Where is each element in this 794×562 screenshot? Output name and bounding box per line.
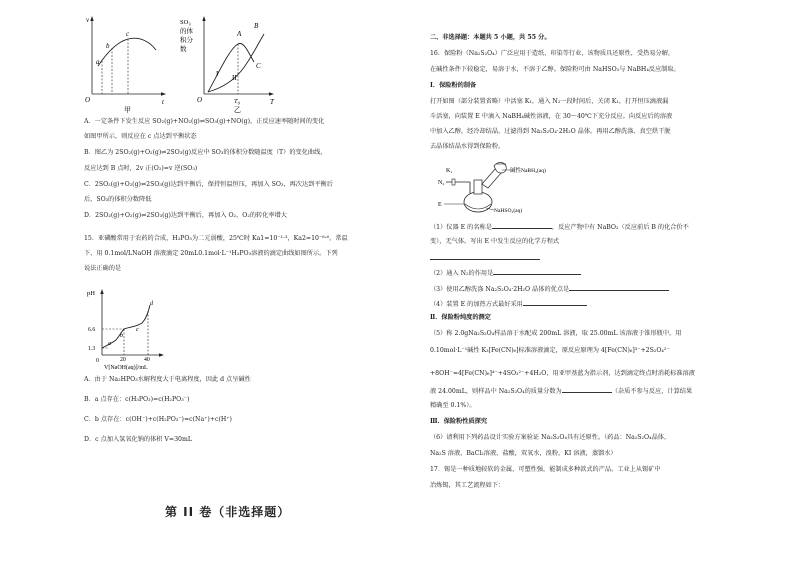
caption-yi: 乙 [234,106,241,114]
q16-intro-line2: 在碱性条件下较稳定，易溶于水，不溶于乙醇。保险粉可由 NaHSO₃与 NaBH₄反应制取。 [430,66,680,73]
q15-stem-line3: 说法正确的是 [84,265,122,272]
q14-option-a-line1: A．一定条件下发生反应 SO₂(g)+NO₂(g)⇌SO₃(g)+NO(g)，正反应速率随时间的变化 [84,118,325,125]
x-arrow [269,92,274,95]
q15-stem-line2: 下，用 0.1mol/LNaOH 溶液滴定 20mL0.1mol·L⁻¹H₃PO₃溶液的滴定曲线如图所示。下列 [84,250,338,257]
y-arrow [100,289,103,294]
q16-sub2 [430,268,581,278]
q14-option-c-line2: 后，SO₃的体积分数降低 [84,196,152,203]
q16-sub1-b: ，反应产物中有 NaBO₂（反应前后 B 的化合价不 [551,224,689,231]
x-axis-label: T [270,98,274,106]
q16-sub4 [430,299,587,309]
q16-sub5-line4 [430,386,692,396]
top-reagent-label: 碱性NaBH₄(aq) [510,168,546,174]
q16-intro-line1: 16．保险粉（Na₂S₂O₄）广泛应用于造纸、印染等行业，该物质具还原性，受热易分解， [430,50,675,57]
curve-2-label: II [232,74,237,82]
point-b-label: b [106,42,110,50]
figure-ph-titration [84,285,174,370]
x-axis-label: V[NaOH(aq)]/mL [104,365,148,370]
point-b-label: B [254,22,259,30]
q16-procedure-line4: 去晶体结晶水得到保险粉。 [430,143,505,150]
tick-6-6: 6.6 [88,327,96,333]
point-c-label: C [256,62,261,70]
y-label-3: 积分 [180,37,193,44]
q16-sub1-line2: 变），无气体。写出 E 中发生反应的化学方程式 [430,238,560,245]
answer-blank[interactable] [493,268,581,275]
q16-part1-heading: Ⅰ．保险粉的制备 [430,82,477,89]
q16-sub3 [430,284,669,294]
y-label-2: 的体 [180,28,193,35]
origin-label: O [197,96,203,104]
y-axis-label: pH [87,290,95,297]
q15-option-d: D．c 点加入氢氧化钠的体积 V=30mL [84,436,192,443]
apparatus-diagram [436,160,546,216]
q15-stem-line1: 15．亚磷酸常用于农药的合成，H₃PO₃为二元弱酸，25℃时 Ka1=10⁻¹·³，Ka2=10⁻⁶·⁶。常温 [84,235,348,242]
section-nonchoice-heading: 二、非选择题：本题共 5 小题，共 55 分。 [430,34,551,41]
q17-stem-line1: 17．锡是一种质地较软的金属，可塑性强，能制成多种款式的产品。工业上从锡矿中 [430,466,661,473]
point-c-label: c [126,30,130,38]
q14-option-d: D．2SO₂(g)+O₂(g)⇌2SO₃(g)达到平衡后，再加入 O₂，O₂的转化率增大 [84,212,287,219]
q16-sub6-line2: Na₂S 溶液，BaCl₂溶液，盐酸，双氧水，溴粉，KI 溶液，蒸馏水） [430,450,617,457]
q15-option-b: B．a 点存在：c(H₃PO₃)=c(H₂PO₃⁻) [84,396,190,403]
point-a-label: A [237,30,242,38]
q14-option-c-line1: C．2SO₂(g)+O₂(g)⇌2SO₃(g)达到平衡后，保持恒温恒压，再加入 SO₃，再次达到平衡后 [84,181,333,188]
y-arrow [202,16,205,21]
k1-label: K₁ [446,168,453,174]
q16-sub2-text: （2）通入 N₂的作用是 [430,270,494,277]
figure-jia-rate-time [84,14,170,114]
x-arrow [159,353,164,356]
stopcock-k1 [452,179,455,185]
origin-label: O [85,96,91,104]
q14-option-b-line2: 反应达到 B 点时，2v 正(O₂)=v 逆(SO₃) [84,165,198,172]
point-a-label: a [108,341,111,347]
q16-sub5-line4a: 液 24.00mL，则样品中 Na₂S₂O₄的质量分数为 [430,388,562,395]
q15-option-a: A．由于 Na₂HPO₃水解程度大于电离程度，因此 d 点呈碱性 [84,376,251,383]
point-b-label: b [120,333,123,339]
q16-sub5-line2: 0.10mol·L⁻¹碱性 K₃[Fe(CN)₆]标准溶液滴定，原反应原理为 4[Fe(CN)₆]³⁻+2S₂O₄²⁻ [430,347,670,354]
q17-stem-line2: 冶炼锡，其工艺流程如下： [430,482,505,489]
q16-sub5-line1: （5）称 2.0gNa₂S₂O₄样品溶于水配成 200mL 溶液，取 25.00mL 该溶液于锥形瓶中，用 [430,330,682,337]
point-d-label: d [150,301,153,307]
answer-blank[interactable] [569,284,669,291]
tick-t0: $T_0$ [234,98,240,106]
q16-sub4-text: （4）装置 E 的加热方式最好采用 [430,301,523,308]
q15-option-c: C．b 点存在：c(OH⁻)+c(H₂PO₃⁻)=c(Na⁺)+c(H⁺) [84,416,232,423]
y-label-4: 数 [180,46,187,53]
answer-blank[interactable] [430,253,540,260]
q16-sub1-a: （1）仪器 E 的名称是 [430,224,492,231]
tick-1-3: 1.3 [88,346,96,352]
q14-option-b-line1: B．图乙为 2SO₂(g)+O₂(g)⇌2SO₃(g)反应中 SO₃的体积分数随温度（T）的变化曲线， [84,149,327,156]
q16-procedure-line1: 打开如图（部分装置省略）中活塞 K₁，通入 N₂一段时间后，关闭 K₁，打开恒压滴液漏 [430,98,669,105]
answer-blank[interactable] [492,222,552,229]
q16-procedure-line2: 斗活塞，向装置 E 中滴入 NaBH₄碱性溶液，在 30～40℃下充分反应。向反应后的溶液 [430,113,673,120]
bottom-reagent-label: NaHSO₃(aq) [494,208,523,214]
point-c-label: c [136,327,139,333]
q16-sub1-blank [430,253,540,263]
y-arrow [90,16,93,21]
q16-sub1-line1 [430,222,689,232]
q16-sub5-line5: 精确至 0.1%）。 [430,402,476,409]
answer-blank[interactable] [523,299,587,306]
q16-sub5-line3: +8OH⁻=4[Fe(CN)₆]⁴⁻+4SO₃²⁻+4H₂O，用亚甲基蓝为指示剂，达到滴定终点时消耗标准溶液 [430,370,695,377]
q16-part3-heading: Ⅲ．保险粉性质探究 [430,418,488,425]
origin-label: 0 [96,358,99,364]
tick-20: 20 [120,357,126,363]
x-axis-label: t [162,98,164,106]
y-label-1: $SO_3$ [180,19,191,27]
q16-sub3-text: （3）使用乙醇洗涤 Na₂S₂O₄·2H₂O 晶体的优点是 [430,286,570,293]
q16-sub5-line4b: （杂质不参与反应，计算结果 [611,388,693,395]
q16-sub6-line1: （6）请利用下列药品设计实验方案验证 Na₂S₂O₄具有还原性。（药品：Na₂S₂O₄晶体， [430,434,671,441]
curve-1 [208,43,254,92]
q14-option-a-line2: 如图甲所示，则反应在 c 点达到平衡状态 [84,133,197,140]
caption-jia: 甲 [124,106,131,114]
figure-yi-so3-temperature [178,14,278,114]
point-a-label: a [96,58,100,66]
answer-blank[interactable] [562,386,612,393]
flask-neck [474,180,482,194]
curve-1-label: I [216,70,219,78]
e-label: E [438,202,442,208]
y-axis-label: v [86,16,90,24]
q16-procedure-line3: 中加入乙醇，经冷却结晶、过滤得到 Na₂S₂O₄·2H₂O 晶体，再用乙醇洗涤、真空烘干脱 [430,128,671,135]
n2-label: N₂ [438,180,445,186]
q16-part2-heading: Ⅱ．保险粉纯度的测定 [430,314,491,321]
x-arrow [161,92,166,95]
tick-40: 40 [144,357,150,363]
section-2-title: 第 II 卷（非选择题） [165,505,291,519]
